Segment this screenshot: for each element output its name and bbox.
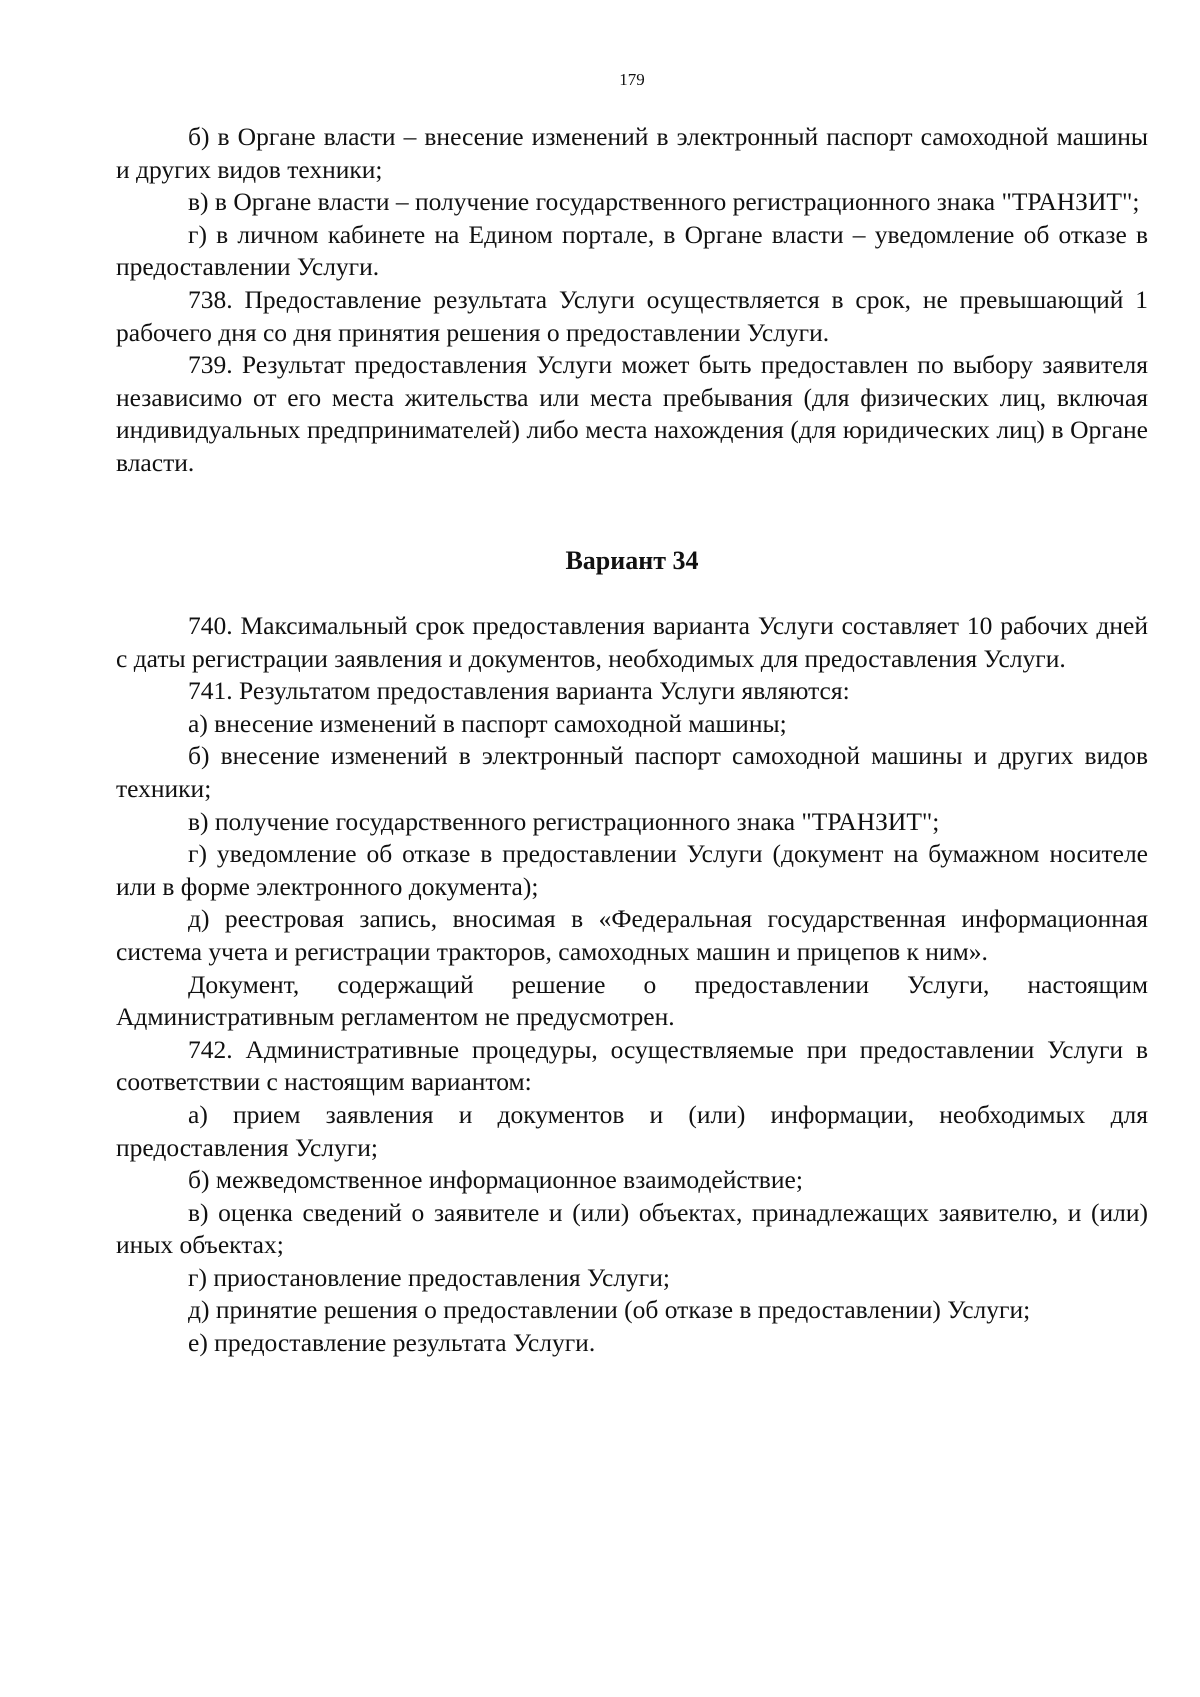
section-heading: Вариант 34 — [565, 546, 699, 575]
page-number: 179 — [619, 70, 645, 89]
paragraph-739: 739. Результат предоставления Услуги может быть предоставлен по выбору заявителя независимо от его места жительства или места пребывания (для физических лиц, включая индивидуальных предпринимателей) либо места нахождения (для юридических лиц) в Органе власти. — [116, 350, 1148, 477]
paragraph-742: 742. Административные процедуры, осуществляемые при предоставлении Услуги в соответствии с настоящим вариантом: — [116, 1034, 1148, 1097]
top-text-block — [116, 121, 1148, 480]
procedure-d-decision: д) принятие решения о предоставлении (об отказе в предоставлении) Услуги; — [188, 1295, 1031, 1325]
list-item-d-registry-record: д) реестровая запись, вносимая в «Федеральная государственная информационная система учета и регистрации тракторов, самоходных машин и прицепов к ним». — [116, 904, 1148, 966]
paragraph-result-electronic-passport: б) в Органе власти – внесение изменений в электронный паспорт самоходной машины и других видов техники; — [116, 122, 1148, 184]
list-item-v-transit-plate: в) получение государственного регистрационного знака "ТРАНЗИТ"; — [188, 806, 940, 836]
paragraph-738: 738. Предоставление результата Услуги осуществляется в срок, не превышающий 1 рабочего дня со дня принятия решения о предоставлении Услуги. — [116, 284, 1148, 347]
list-item-a-passport-changes: а) внесение изменений в паспорт самоходной машины; — [188, 708, 787, 738]
procedure-b-interagency-interaction: б) межведомственное информационное взаимодействие; — [188, 1165, 803, 1195]
list-item-g-refusal-notice: г) уведомление об отказе в предоставлении Услуги (документ на бумажном носителе или в форме электронного документа); — [116, 839, 1148, 901]
bottom-text-block — [116, 610, 1148, 1360]
paragraph-decision-document: Документ, содержащий решение о предоставлении Услуги, настоящим Административным регламентом не предусмотрен. — [116, 969, 1148, 1032]
list-item-b-electronic-passport-changes: б) внесение изменений в электронный паспорт самоходной машины и других видов техники; — [116, 741, 1148, 803]
paragraph-740: 740. Максимальный срок предоставления варианта Услуги составляет 10 рабочих дней с даты регистрации заявления и документов, необходимых для предоставления Услуги. — [116, 611, 1148, 673]
paragraph-result-transit-plate: в) в Органе власти – получение государственного регистрационного знака "ТРАНЗИТ"; — [188, 187, 1140, 217]
procedure-e-result-delivery: е) предоставление результата Услуги. — [188, 1328, 596, 1358]
paragraph-741: 741. Результатом предоставления варианта Услуги являются: — [188, 676, 850, 706]
paragraph-result-refusal-notice: г) в личном кабинете на Едином портале, в Органе власти – уведомление об отказе в предоставлении Услуги. — [116, 219, 1148, 282]
procedure-g-suspension: г) приостановление предоставления Услуги; — [188, 1262, 670, 1292]
procedure-a-application-intake: а) прием заявления и документов и (или) информации, необходимых для предоставления Услуги; — [116, 1099, 1148, 1162]
procedure-v-applicant-assessment: в) оценка сведений о заявителе и (или) объектах, принадлежащих заявителю, и (или) иных объектах; — [116, 1197, 1148, 1260]
